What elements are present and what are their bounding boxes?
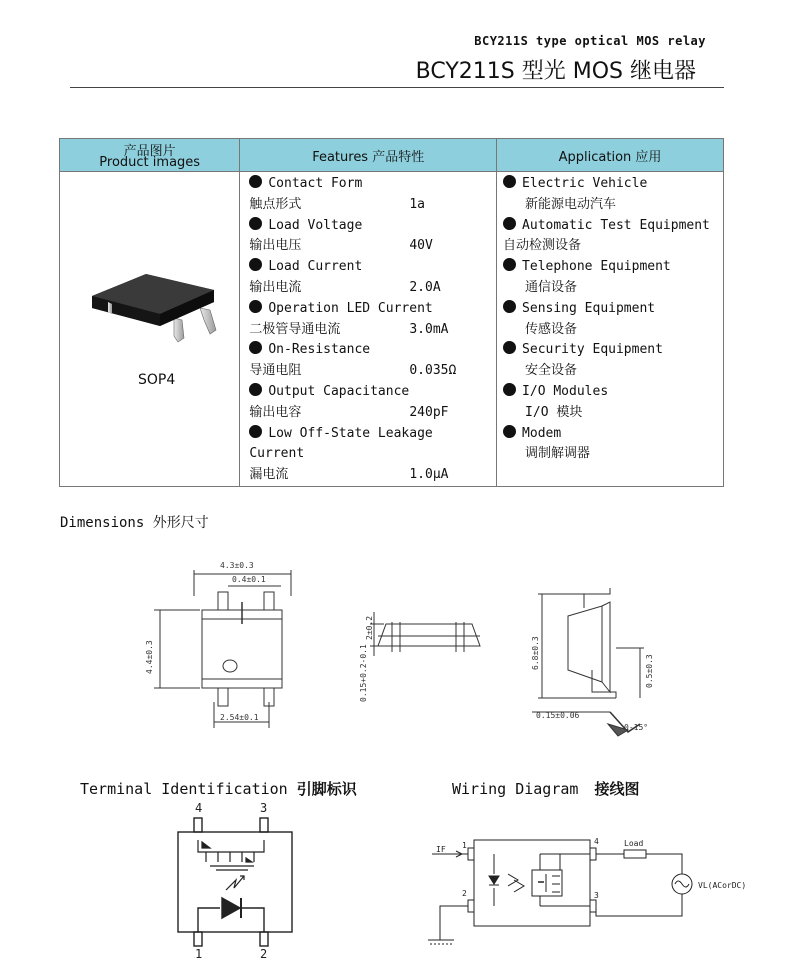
feature-value: 2.0A (409, 279, 441, 295)
feature-name-en: Contact Form (268, 176, 363, 191)
pin-3-label: 3 (260, 801, 268, 815)
table-body-row (60, 172, 724, 487)
product-photo (86, 260, 226, 350)
feature-name-en: Load Current (268, 259, 363, 275)
bullet-icon (249, 175, 262, 188)
col-features-header: Features 产品特性 (240, 139, 497, 172)
bullet-icon (249, 383, 262, 396)
application-en: Modem (522, 425, 562, 441)
wiring-title (452, 778, 639, 799)
dim-lead-thickness: 0.15±0.06 (536, 711, 580, 720)
wire-pin-4: 4 (594, 837, 599, 846)
application-en: I/O Modules (522, 383, 609, 399)
feature-value: 1.0μA (409, 467, 449, 483)
bullet-icon (249, 300, 262, 313)
header-divider (70, 87, 724, 88)
application-en: Sensing Equipment (522, 300, 656, 316)
col-image-en: Product images (99, 155, 201, 170)
feature-name-cn: 触点形式 (249, 196, 302, 212)
wire-pin-1: 1 (462, 841, 467, 850)
feature-name-row (249, 424, 496, 445)
source-label: VL(ACorDC) (698, 881, 747, 890)
application-cn: 安全设备 (525, 363, 578, 379)
application-cn-row (503, 195, 723, 216)
application-row (503, 340, 723, 361)
pin-4-label: 4 (195, 801, 203, 815)
bullet-icon (249, 217, 262, 230)
bullet-icon (503, 341, 516, 354)
application-cn-row (503, 444, 723, 465)
side-view-drawing (370, 612, 480, 656)
bullet-icon (249, 258, 262, 271)
package-label: SOP4 (138, 372, 176, 388)
bullet-icon (249, 425, 262, 438)
application-cn: 自动检测设备 (503, 238, 582, 254)
wiring-title-en: Wiring Diagram (452, 780, 579, 798)
pin-2-label: 2 (260, 947, 268, 960)
feature-value-row (249, 403, 496, 424)
application-cn: 通信设备 (525, 279, 578, 295)
feature-value-row (249, 278, 496, 299)
feature-name-row (249, 299, 496, 320)
product-image-cell (60, 172, 240, 487)
led-diode-symbol (198, 898, 264, 932)
feature-value: 40V (409, 238, 433, 254)
bullet-icon (503, 217, 516, 230)
load-label: Load (624, 839, 644, 848)
application-cn-row (503, 278, 723, 299)
bullet-icon (249, 341, 262, 354)
feature-value-row (249, 236, 496, 257)
application-en: Security Equipment (522, 342, 663, 358)
bullet-icon (503, 383, 516, 396)
terminal-title-en: Terminal Identification (80, 780, 288, 798)
feature-name-row (249, 340, 496, 361)
features-cell (240, 172, 497, 487)
feature-value-row (249, 465, 496, 486)
feature-name-cn: 输出电容 (249, 404, 302, 420)
application-row (503, 257, 723, 278)
dim-angle: 0-15° (624, 723, 649, 732)
terminal-title-cn: 引脚标识 (296, 780, 357, 798)
application-cn: 调制解调器 (525, 446, 591, 462)
dim-pitch: 2.54±0.1 (220, 713, 259, 722)
application-cn: 传感设备 (525, 321, 578, 337)
feature-value: 240pF (409, 404, 449, 420)
feature-name-en-cont: Current (249, 446, 305, 462)
feature-name-cn: 导通电阻 (249, 363, 302, 379)
application-row (503, 174, 723, 195)
pin-1-label: 1 (195, 947, 203, 960)
feature-name-en: Low Off-State Leakage (268, 425, 433, 441)
table-header-row (60, 139, 724, 172)
col-application-header: Application 应用 (497, 139, 724, 172)
feature-name-en: Output Capacitance (268, 383, 410, 399)
feature-value: 3.0mA (409, 321, 449, 337)
feature-name-row (249, 174, 496, 195)
application-cn-row (503, 403, 723, 424)
dim-side-height: 2±0.2 (365, 615, 374, 640)
feature-value: 0.035Ω (409, 363, 457, 379)
dim-overall-width: 6.8±0.3 (531, 636, 540, 670)
application-row (503, 299, 723, 320)
feature-name-cn: 输出电压 (249, 238, 302, 254)
feature-name-row (249, 382, 496, 403)
mosfet-symbol (198, 840, 264, 870)
feature-value-row (249, 195, 496, 216)
header-subtitle: BCY211S type optical MOS relay (474, 34, 706, 48)
application-en: Electric Vehicle (522, 176, 648, 191)
features-list (240, 172, 496, 486)
application-cn-row (503, 320, 723, 341)
feature-name-cn: 漏电流 (249, 467, 289, 483)
feature-name-cn: 二极管导通电流 (249, 321, 341, 337)
feature-name-cont-row (249, 444, 496, 465)
dimensions-drawings (140, 552, 780, 744)
spec-table (59, 138, 724, 487)
feature-name-en: Load Voltage (268, 217, 363, 233)
application-row (503, 382, 723, 403)
bullet-icon (503, 258, 516, 271)
dim-top-width: 4.3±0.3 (220, 561, 254, 570)
wiring-mosfet-symbol (532, 854, 562, 896)
header-title: BCY211S 型光 MOS 继电器 (415, 59, 696, 84)
feature-name-en: On-Resistance (268, 342, 371, 358)
application-cn-row (503, 361, 723, 382)
feature-name-row (249, 257, 496, 278)
col-image-cn: 产品图片 (123, 144, 176, 159)
bullet-icon (503, 425, 516, 438)
feature-name-en: Operation LED Current (268, 300, 433, 316)
feature-value: 1a (409, 196, 426, 212)
wiring-diagram (420, 830, 780, 954)
terminal-diagram (150, 796, 310, 960)
feature-name-cn: 输出电流 (249, 279, 302, 295)
bullet-icon (503, 300, 516, 313)
dim-lead-width: 0.4±0.1 (232, 575, 266, 584)
wiring-title-cn: 接线图 (594, 780, 640, 798)
feature-name-row (249, 216, 496, 237)
dim-lead-length: 0.5±0.3 (645, 654, 654, 688)
bullet-icon (503, 175, 516, 188)
application-cn: I/O 模块 (525, 404, 583, 420)
input-current-label: IF (436, 845, 446, 854)
applications-list (497, 172, 723, 465)
load-resistor (624, 850, 646, 858)
application-row (503, 216, 723, 237)
application-en: Telephone Equipment (522, 259, 671, 275)
application-en: Automatic Test Equipment (522, 217, 710, 233)
col-image-header (60, 139, 240, 172)
application-row (503, 424, 723, 445)
dim-body-height: 4.4±0.3 (145, 640, 154, 674)
dimensions-title: Dimensions 外形尺寸 (60, 515, 209, 531)
optocoupler-arrows (226, 876, 244, 890)
application-cn-row (503, 236, 723, 257)
applications-cell (497, 172, 724, 487)
application-cn: 新能源电动汽车 (525, 196, 617, 212)
wire-pin-2: 2 (462, 889, 467, 898)
wire-pin-3: 3 (594, 891, 599, 900)
feature-value-row (249, 361, 496, 382)
wiring-led-symbol (489, 854, 524, 906)
top-view-drawing (154, 570, 291, 728)
dim-standoff: 0.15+0.2-0.1 (359, 644, 368, 702)
feature-value-row (249, 320, 496, 341)
